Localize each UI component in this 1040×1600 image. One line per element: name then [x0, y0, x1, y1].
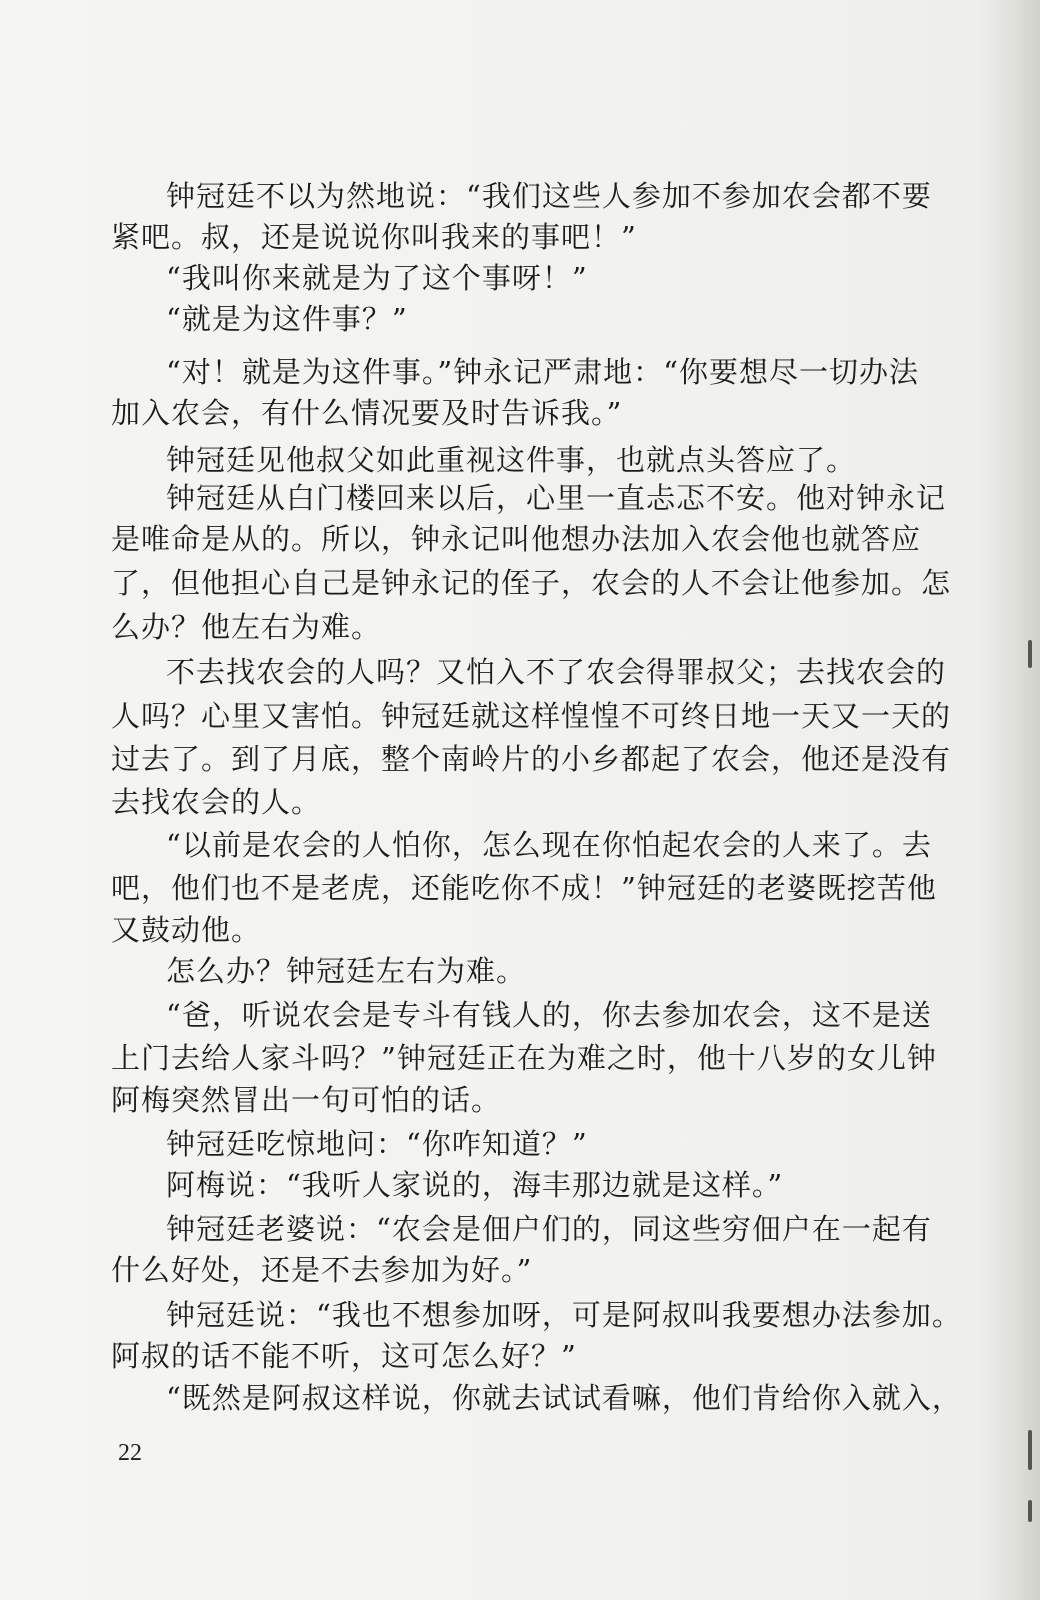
- scan-edge-mark: [1028, 1430, 1032, 1470]
- text-line: 过去了。到了月底，整个南岭片的小乡都起了农会，他还是没有: [111, 742, 952, 776]
- text-line: 什么好处，还是不去参加为好。”: [111, 1253, 533, 1287]
- text-line: 又鼓动他。: [111, 913, 262, 947]
- text-line: 钟冠廷老婆说：“农会是佃户们的，同这些穷佃户在一起有: [166, 1212, 932, 1246]
- text-line: 阿梅突然冒出一句可怕的话。: [111, 1083, 502, 1117]
- text-line: 阿叔的话不能不听，这可怎么好？”: [111, 1339, 577, 1373]
- text-line: 是唯命是从的。所以，钟永记叫他想办法加入农会他也就答应: [111, 522, 922, 556]
- scan-edge-mark: [1028, 1500, 1032, 1522]
- text-line: 去找农会的人。: [111, 785, 322, 819]
- text-line: 钟冠廷不以为然地说：“我们这些人参加不参加农会都不要: [166, 179, 932, 213]
- text-line: 阿梅说：“我听人家说的，海丰那边就是这样。”: [166, 1168, 784, 1202]
- text-line: 了，但他担心自己是钟永记的侄子，农会的人不会让他参加。怎: [111, 566, 952, 600]
- text-line: “我叫你来就是为了这个事呀！”: [166, 261, 588, 295]
- text-line: 钟冠廷从白门楼回来以后，心里一直忐忑不安。他对钟永记: [166, 481, 947, 515]
- text-line: 钟冠廷吃惊地问：“你咋知道？”: [166, 1127, 588, 1161]
- page-number: 22: [118, 1440, 142, 1466]
- text-line: 不去找农会的人吗？又怕入不了农会得罪叔父；去找农会的: [166, 655, 947, 689]
- text-line: 紧吧。叔，还是说说你叫我来的事吧！”: [111, 220, 637, 254]
- text-line: “既然是阿叔这样说，你就去试试看嘛，他们肯给你入就入，: [166, 1381, 962, 1415]
- text-line: 加入农会，有什么情况要及时告诉我。”: [111, 396, 623, 430]
- text-line: “以前是农会的人怕你，怎么现在你怕起农会的人来了。去: [166, 828, 932, 862]
- text-line: 么办？他左右为难。: [111, 610, 382, 644]
- text-line: 钟冠廷见他叔父如此重视这件事，也就点头答应了。: [166, 443, 857, 477]
- text-line: 上门去给人家斗吗？”钟冠廷正在为难之时，他十八岁的女儿钟: [111, 1041, 937, 1075]
- scan-edge-mark: [1028, 640, 1032, 668]
- text-line: 吧，他们也不是老虎，还能吃你不成！”钟冠廷的老婆既挖苦他: [111, 871, 937, 905]
- text-line: “对！就是为这件事。”钟永记严肃地：“你要想尽一切办法: [166, 355, 919, 389]
- text-line: 钟冠廷说：“我也不想参加呀，可是阿叔叫我要想办法参加。: [166, 1298, 962, 1332]
- text-line: “爸，听说农会是专斗有钱人的，你去参加农会，这不是送: [166, 998, 932, 1032]
- text-line: 人吗？心里又害怕。钟冠廷就这样惶惶不可终日地一天又一天的: [111, 699, 952, 733]
- text-line: “就是为这件事？”: [166, 302, 408, 336]
- text-line: 怎么办？钟冠廷左右为难。: [166, 954, 527, 988]
